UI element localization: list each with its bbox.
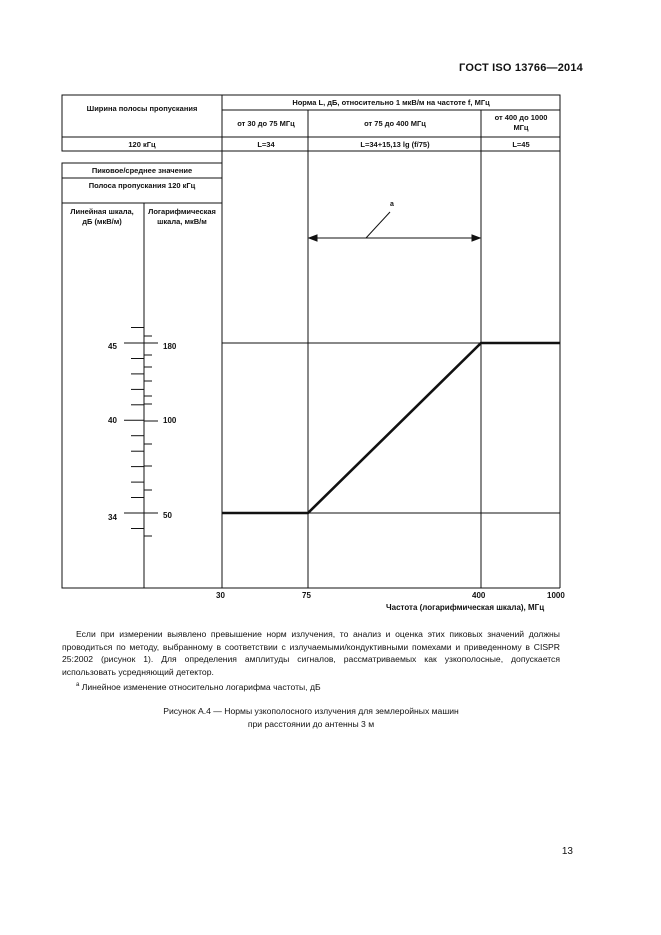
annotation-arrow (309, 212, 480, 241)
bandwidth-header: Ширина полосы пропускания (86, 104, 198, 113)
x-tick-75: 75 (302, 591, 311, 600)
y-log-tick-100: 100 (163, 416, 177, 425)
footnote-mark: a (76, 682, 80, 689)
y-axis-ticks (124, 328, 158, 537)
formula-1: L=34 (257, 140, 275, 149)
formula-2: L=34+15,13 lg (f/75) (360, 140, 430, 149)
x-tick-1000: 1000 (547, 591, 565, 600)
footnote-text: Линейное изменение относительно логарифма частоты, дБ (79, 682, 321, 692)
bandwidth-value: 120 кГц (128, 140, 156, 149)
limit-line (222, 343, 560, 513)
range-1: от 30 до 75 МГц (237, 119, 295, 128)
y-linear-tick-40: 40 (108, 416, 117, 425)
detector-label: Пиковое/среднее значение (91, 166, 193, 175)
log-scale-label: Логарифмическая шкала, мкВ/м (148, 207, 216, 226)
x-tick-400: 400 (472, 591, 486, 600)
annotation-label: a (390, 201, 394, 208)
x-tick-30: 30 (216, 591, 225, 600)
document-header: ГОСТ ISO 13766—2014 (459, 62, 583, 74)
formula-3: L=45 (512, 140, 530, 149)
linear-scale-label: Линейная шкала, дБ (мкВ/м) (70, 207, 134, 226)
y-linear-tick-34: 34 (108, 513, 117, 522)
range-2: от 75 до 400 МГц (364, 119, 426, 128)
norm-header: Норма L, дБ, относительно 1 мкВ/м на частоте f, МГц (292, 98, 490, 107)
range-3: от 400 до 1000 МГц (494, 113, 548, 132)
y-linear-tick-45: 45 (108, 342, 117, 351)
panel-bandwidth: Полоса пропускания 120 кГц (88, 181, 196, 190)
y-log-tick-50: 50 (163, 511, 172, 520)
body-paragraph: Если при измерении выявлено превышение норм излучения, то анализ и оценка этих пиковых значений должны проводиться по методу, выбранному в соответствии с излучаемыми/кондуктивными помехами и приведенному в CISPR 25:2002 (рисунок 1). Для определения амплитуды сигналов, рассматриваемых как узкополосные, допускается использовать усредняющий детектор. (62, 629, 560, 677)
footnote (76, 682, 321, 692)
figure-caption (62, 705, 560, 731)
caption-line-1: Рисунок А.4 — Нормы узкополосного излучения для землеройных машин (163, 706, 459, 716)
page-number: 13 (561, 846, 573, 857)
x-axis-label: Частота (логарифмическая шкала), МГц (386, 603, 545, 612)
y-log-tick-180: 180 (163, 342, 177, 351)
caption-line-2: при расстоянии до антенны 3 м (247, 719, 375, 729)
